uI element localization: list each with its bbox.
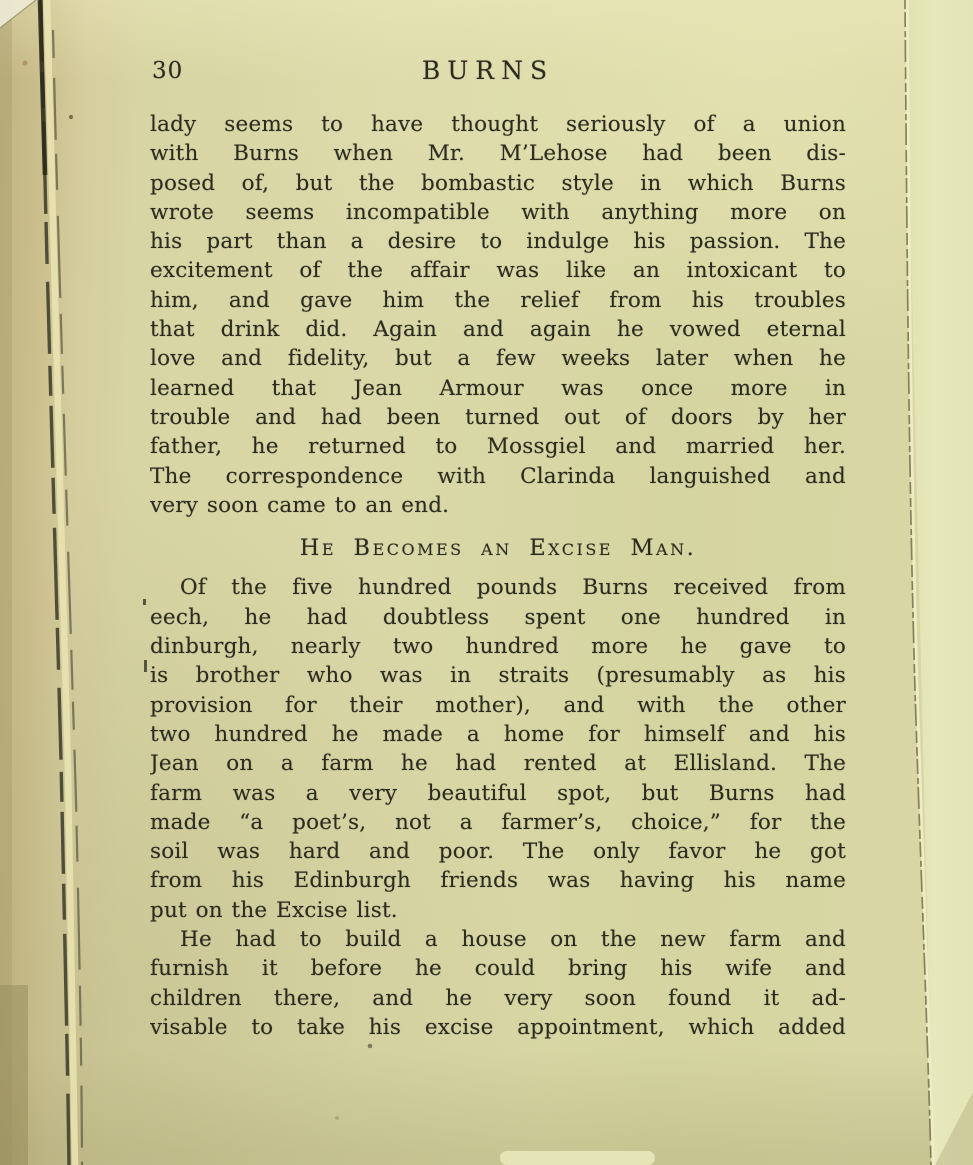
body-line: is brother who was in straits (presumably as his — [150, 663, 846, 689]
gutter-band-bottom — [0, 985, 28, 1165]
page-crease-line — [905, 0, 931, 1165]
body-line: very soon came to an end. — [150, 492, 450, 518]
clipped-glyph-mark — [144, 660, 147, 672]
body-line: from his Edinburgh friends was having his name — [150, 868, 846, 894]
text-block — [150, 110, 846, 1042]
body-line: that drink did. Again and again he vowed eternal — [150, 317, 846, 343]
body-line: Of the five hundred pounds Burns received from — [180, 575, 846, 601]
body-line: trouble and had been turned out of doors by her — [150, 404, 846, 430]
paragraph — [150, 573, 846, 925]
binding-line-left — [41, 0, 69, 1165]
body-line: with Burns when Mr. M’Lehose had been dis- — [150, 141, 846, 167]
body-line: made “a poet’s, not a farmer’s, choice,” for the — [150, 809, 846, 835]
paper-freckle — [335, 1116, 339, 1120]
bottom-right-shadow — [935, 1092, 973, 1165]
paragraph — [150, 110, 846, 520]
body-line: father, he returned to Mossgiel and married her. — [150, 434, 846, 460]
binding-line-top-blob — [40, 0, 45, 175]
corner-wedge — [0, 0, 36, 28]
body-line: love and fidelity, but a few weeks later when he — [150, 346, 846, 372]
binding-highlight-ridge — [47, 0, 75, 1165]
binding-line-right — [53, 30, 82, 1165]
body-line: farm was a very beautiful spot, but Burns had — [150, 780, 846, 806]
body-line: eech, he had doubtless spent one hundred in — [150, 604, 846, 630]
body-line: Jean on a farm he had rented at Ellisland. The — [150, 751, 846, 777]
body-line: visable to take his excise appointment, which added — [150, 1014, 846, 1040]
body-line: his part than a desire to indulge his passion. The — [150, 229, 846, 255]
body-line: wrote seems incompatible with anything more on — [150, 199, 846, 225]
paper-freckle — [22, 60, 27, 65]
body-line: him, and gave him the relief from his troubles — [150, 287, 846, 313]
next-leaf-edge — [905, 0, 973, 1165]
body-line: soil was hard and poor. The only favor he got — [150, 839, 846, 865]
paragraph — [150, 925, 846, 1042]
body-line: excitement of the affair was like an intoxicant to — [150, 258, 846, 284]
running-title: BURNS — [421, 56, 555, 85]
body-line: two hundred he made a home for himself and his — [150, 721, 846, 747]
corner-wedge-edge — [0, 0, 36, 28]
body-line: lady seems to have thought seriously of a union — [150, 112, 846, 137]
page-crease-highlight — [907, 0, 933, 1165]
body-line: provision for their mother), and with the other — [150, 692, 846, 718]
body-line: He had to build a house on the new farm and — [180, 927, 846, 953]
body-line: posed of, but the bombastic style in which Burns — [150, 170, 846, 196]
body-line: The correspondence with Clarinda languished and — [150, 463, 846, 489]
body-line: children there, and he very soon found it ad- — [150, 985, 846, 1011]
section-heading: He Becomes an Excise Man. — [299, 535, 697, 562]
clipped-glyph-mark — [143, 599, 146, 605]
bottom-streak — [500, 1151, 655, 1165]
body-line: furnish it before he could bring his wife and — [150, 956, 846, 982]
paper-freckle — [368, 1044, 373, 1049]
gutter-band — [0, 0, 12, 1165]
page-number: 30 — [152, 58, 184, 84]
body-line: put on the Excise list. — [150, 897, 398, 923]
body-line: dinburgh, nearly two hundred more he gave to — [150, 634, 846, 660]
body-line: learned that Jean Armour was once more in — [150, 375, 846, 401]
paper-freckle — [69, 115, 73, 119]
